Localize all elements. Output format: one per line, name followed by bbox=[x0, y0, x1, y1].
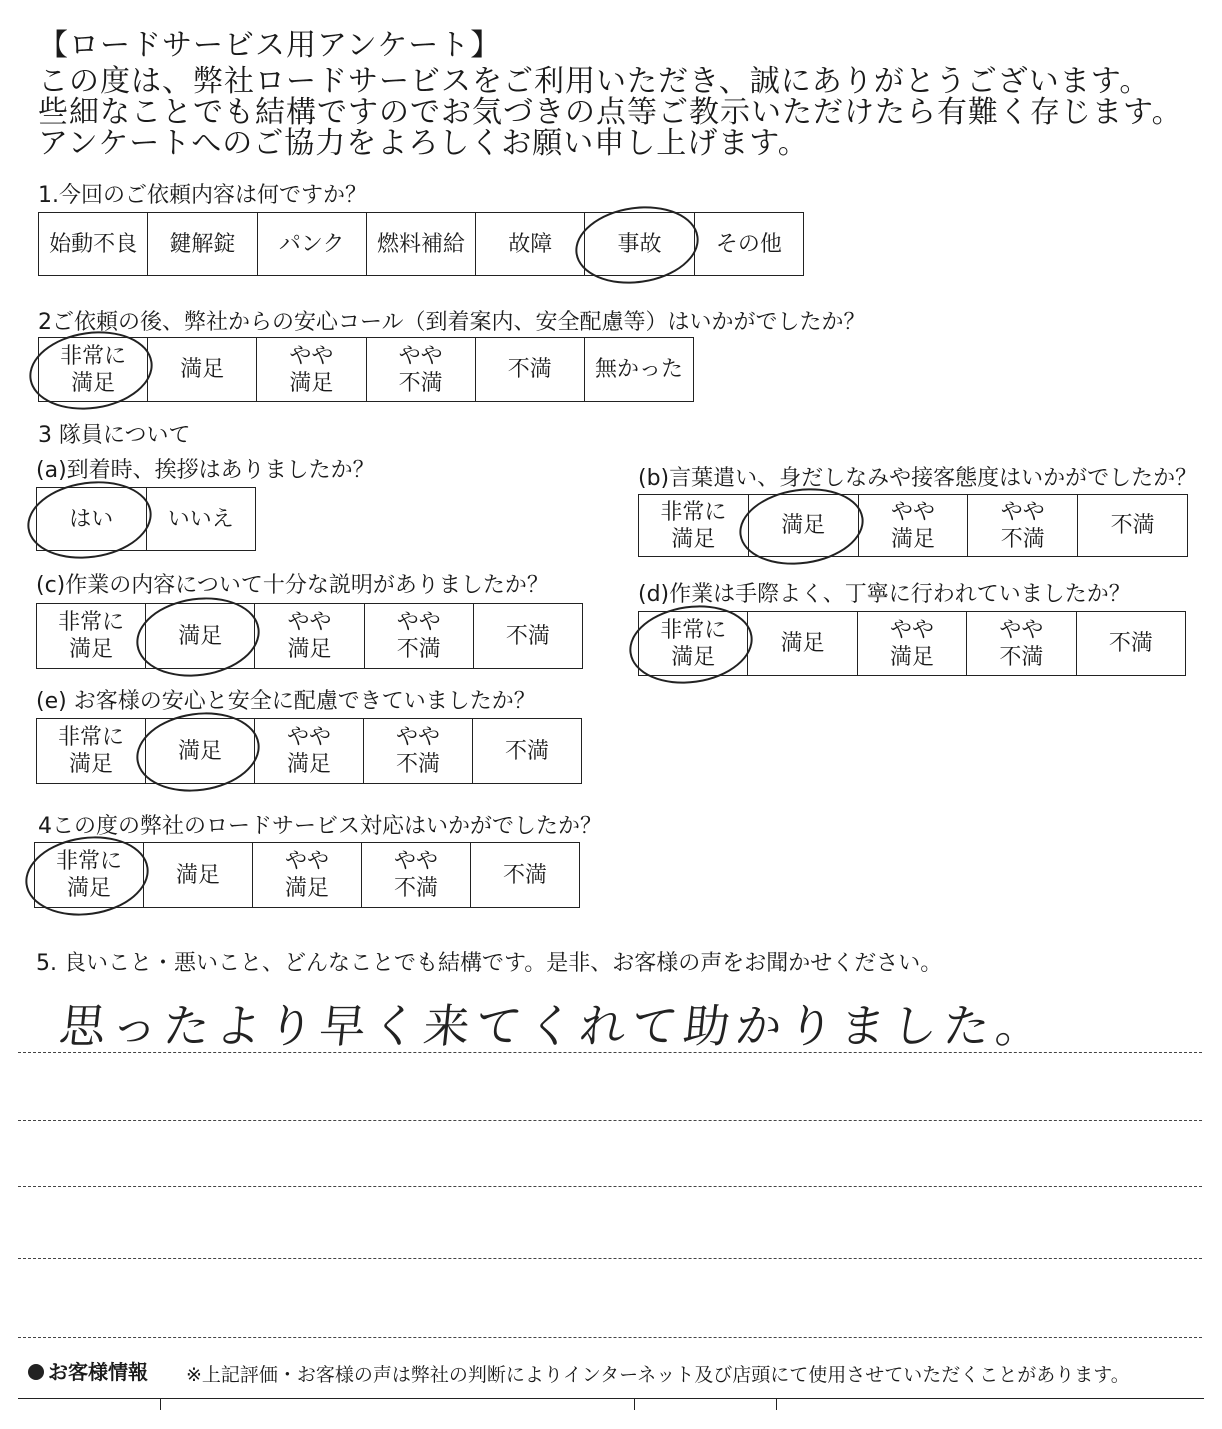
q1-option-2[interactable]: 鍵解錠 bbox=[147, 213, 256, 275]
q3d-option-1[interactable]: 非常に 満足 bbox=[639, 612, 747, 675]
handwritten-answer: 思ったより早く来てくれて助かりました。 bbox=[56, 999, 1051, 1053]
selection-circle bbox=[734, 481, 868, 573]
customer-info-note: ※上記評価・お客様の声は弊社の判断によりインターネット及び店頭にて使用させていただくことがあります。 bbox=[186, 1364, 1130, 1386]
q3e-option-3[interactable]: やや 満足 bbox=[254, 719, 363, 783]
q3d-options bbox=[638, 611, 1186, 676]
selection-circle bbox=[131, 705, 265, 799]
intro-line-3: アンケートへのご協力をよろしくお願い申し上げます。 bbox=[38, 126, 809, 161]
answer-line-5 bbox=[18, 1337, 1202, 1338]
q3e-option-2[interactable]: 満足 bbox=[145, 719, 254, 783]
customer-info-heading: お客様情報 bbox=[28, 1356, 148, 1385]
survey-title: 【ロードサービス用アンケート】 bbox=[38, 28, 502, 63]
q3b-option-2[interactable]: 満足 bbox=[748, 495, 858, 556]
q1-option-1[interactable]: 始動不良 bbox=[49, 231, 138, 257]
selection-circle bbox=[571, 199, 705, 292]
q2-option-1[interactable]: 非常に 満足 bbox=[39, 338, 147, 401]
q3a-options bbox=[36, 487, 256, 551]
table-divider bbox=[776, 1398, 777, 1410]
q4-option-2[interactable]: 満足 bbox=[143, 843, 252, 907]
intro-line-2: 些細なことでも結構ですのでお気づきの点等ご教示いただけたら有難く存じます。 bbox=[38, 95, 1183, 130]
q3c-options bbox=[36, 603, 583, 669]
q1-option-6[interactable]: 事故 bbox=[584, 213, 693, 275]
q2-option-4[interactable]: やや 不満 bbox=[366, 338, 475, 401]
q2-label: 2ご依頼の後、弊社からの安心コール（到着案内、安全配慮等）はいかがでしたか？ bbox=[38, 310, 866, 335]
q3e-option-5[interactable]: 不満 bbox=[472, 719, 581, 783]
selection-circle bbox=[131, 590, 265, 685]
answer-line-4 bbox=[18, 1258, 1202, 1259]
q3c-option-5[interactable]: 不満 bbox=[473, 604, 582, 668]
q3e-options bbox=[36, 718, 582, 784]
q2-option-6[interactable]: 無かった bbox=[584, 338, 693, 401]
q4-option-1[interactable]: 非常に 満足 bbox=[35, 843, 143, 907]
q1-option-5[interactable]: 故障 bbox=[475, 213, 584, 275]
q3b-label: (b)言葉遣い、身だしなみや接客態度はいかがでしたか？ bbox=[638, 466, 1198, 491]
answer-line-1 bbox=[18, 1052, 1202, 1053]
q3d-option-3[interactable]: やや 満足 bbox=[857, 612, 966, 675]
q3a-label: (a)到着時、挨拶はありましたか？ bbox=[36, 458, 375, 483]
q1-label: 1.今回のご依頼内容は何ですか？ bbox=[38, 183, 367, 208]
table-divider bbox=[160, 1398, 161, 1410]
q1-option-4[interactable]: 燃料補給 bbox=[366, 213, 475, 275]
q3b-option-1[interactable]: 非常に 満足 bbox=[660, 499, 727, 552]
q3c-label: (c)作業の内容について十分な説明がありましたか？ bbox=[36, 573, 549, 598]
q4-option-3[interactable]: やや 満足 bbox=[252, 843, 361, 907]
q3d-label: (d)作業は手際よく、丁寧に行われていましたか？ bbox=[638, 582, 1131, 607]
q3e-option-4[interactable]: やや 不満 bbox=[363, 719, 472, 783]
q3-label: 3 隊員について bbox=[38, 423, 191, 448]
selection-circle bbox=[20, 829, 154, 923]
q3c-option-3[interactable]: やや 満足 bbox=[254, 604, 363, 668]
q3e-option-1[interactable]: 非常に 満足 bbox=[57, 725, 124, 777]
q4-label: 4この度の弊社のロードサービス対応はいかがでしたか？ bbox=[38, 814, 602, 839]
q2-option-5[interactable]: 不満 bbox=[475, 338, 584, 401]
q1-options bbox=[38, 212, 804, 276]
q3c-option-2[interactable]: 満足 bbox=[145, 604, 254, 668]
q3c-option-4[interactable]: やや 不満 bbox=[364, 604, 473, 668]
selection-circle bbox=[624, 598, 758, 692]
selection-circle bbox=[24, 324, 158, 418]
selection-circle bbox=[22, 474, 156, 567]
q4-option-5[interactable]: 不満 bbox=[470, 843, 579, 907]
q3a-option-2[interactable]: いいえ bbox=[146, 488, 256, 550]
q3b-option-3[interactable]: やや 満足 bbox=[858, 495, 968, 556]
q3a-option-1[interactable]: はい bbox=[37, 488, 146, 550]
q2-option-3[interactable]: やや 満足 bbox=[256, 338, 365, 401]
q2-option-2[interactable]: 満足 bbox=[147, 338, 256, 401]
q3c-option-1[interactable]: 非常に 満足 bbox=[58, 610, 125, 662]
intro-line-1: この度は、弊社ロードサービスをご利用いただき、誠にありがとうございます。 bbox=[38, 64, 1151, 99]
answer-line-3 bbox=[18, 1186, 1202, 1187]
customer-info-table bbox=[18, 1398, 1204, 1429]
q3b-option-5[interactable]: 不満 bbox=[1077, 495, 1187, 556]
q3d-option-4[interactable]: やや 不満 bbox=[966, 612, 1075, 675]
table-divider bbox=[634, 1398, 635, 1410]
q4-option-4[interactable]: やや 不満 bbox=[361, 843, 470, 907]
q3d-option-2[interactable]: 満足 bbox=[747, 612, 856, 675]
q3e-label: (e) お客様の安心と安全に配慮できていましたか？ bbox=[36, 689, 536, 714]
q1-option-7[interactable]: その他 bbox=[694, 213, 803, 275]
q2-options bbox=[38, 337, 694, 402]
answer-line-2 bbox=[18, 1120, 1202, 1121]
q5-label: 5. 良いこと・悪いこと、どんなことでも結構です。是非、お客様の声をお聞かせください。 bbox=[36, 951, 943, 976]
q3b-option-4[interactable]: やや 不満 bbox=[967, 495, 1077, 556]
q3b-options bbox=[638, 494, 1188, 557]
q1-option-3[interactable]: パンク bbox=[257, 213, 366, 275]
q3d-option-5[interactable]: 不満 bbox=[1076, 612, 1185, 675]
q4-options bbox=[34, 842, 580, 908]
bullet-icon bbox=[28, 1364, 44, 1380]
